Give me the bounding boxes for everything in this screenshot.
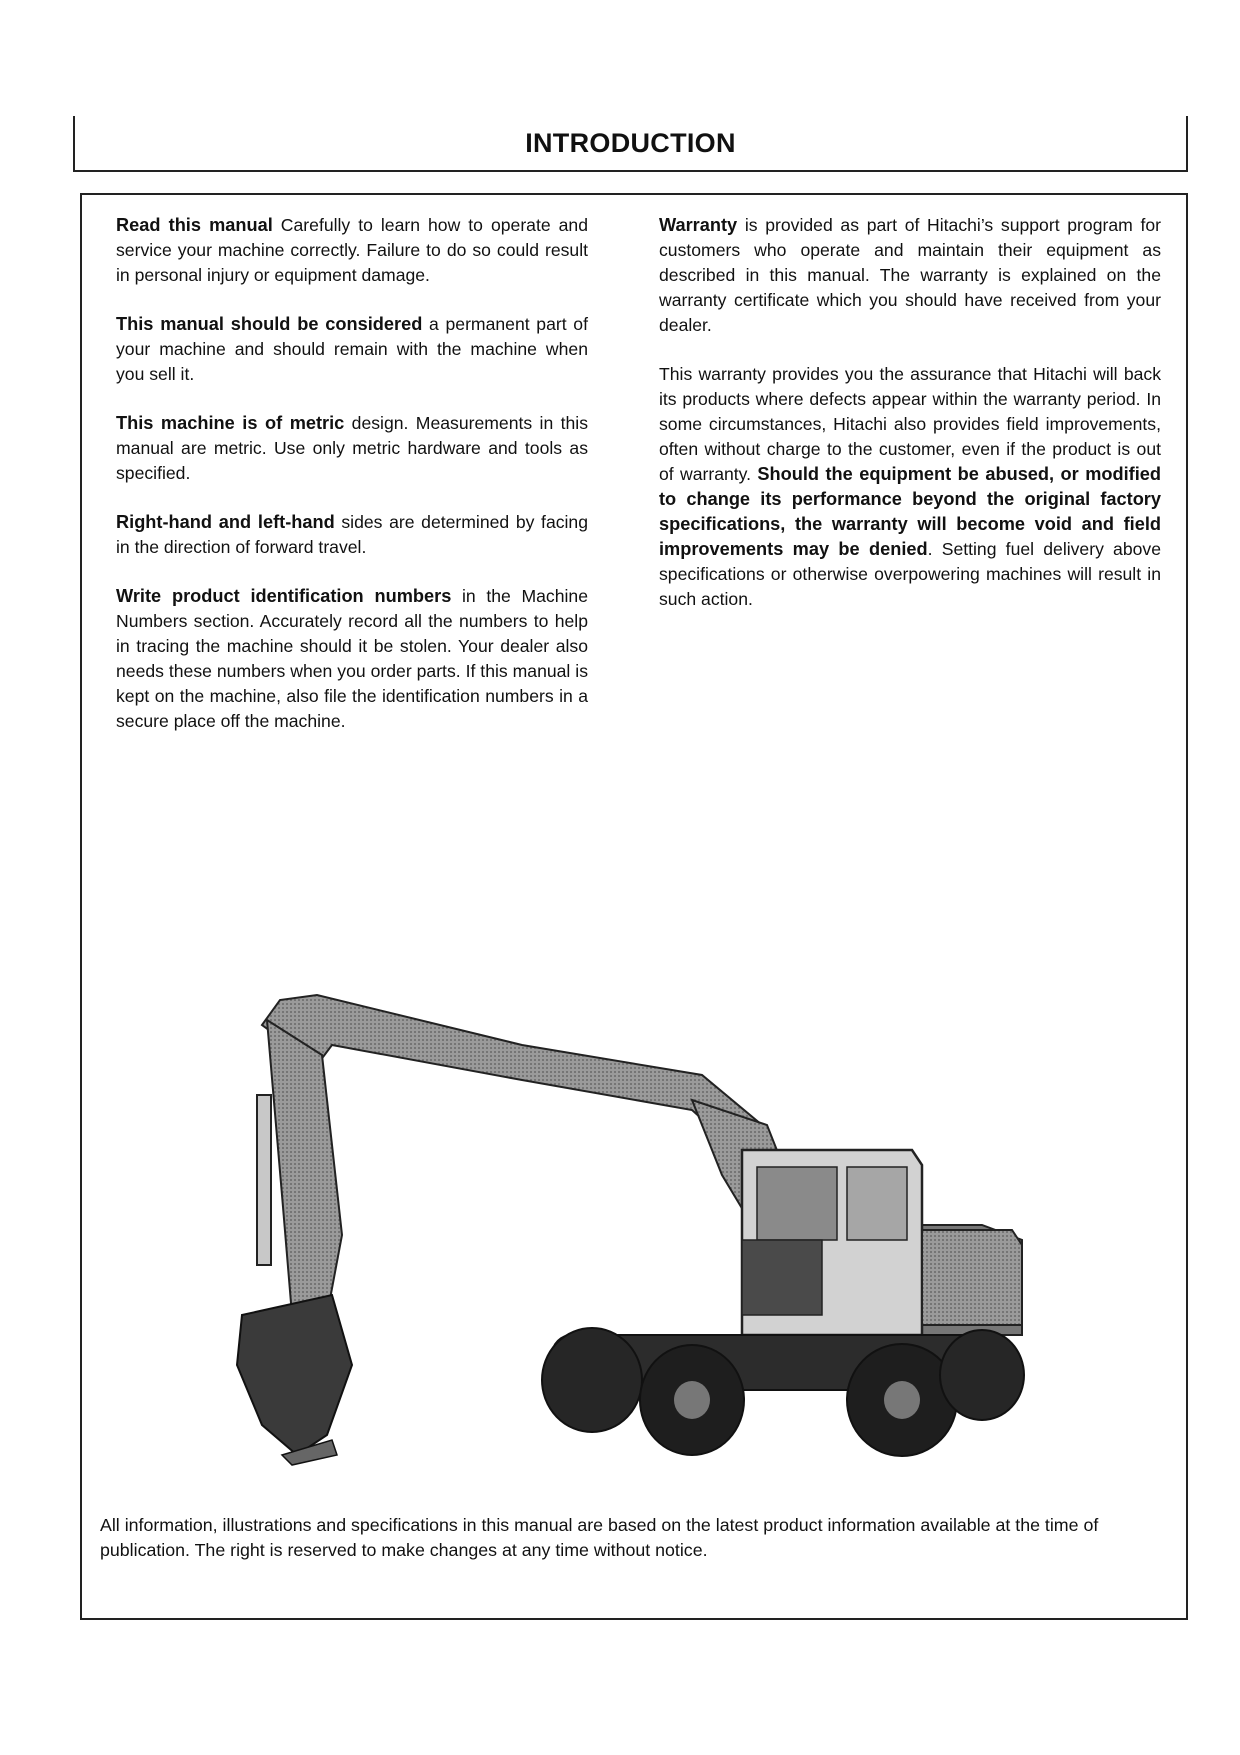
header-box <box>73 116 1188 172</box>
paragraph-text: sides are determined by facing in the direction of forward travel. <box>116 512 589 557</box>
bold-lead: Write product identification numbers <box>116 586 452 606</box>
paragraph-sides <box>116 510 588 560</box>
paragraph-text: design. Measurements in this manual are metric. Use only metric hardware and tools as specified. <box>116 413 588 483</box>
paragraph-text: Carefully to learn how to operate and service your machine correctly. Failure to do so could result in personal injury or equipment damage. <box>116 215 588 285</box>
bold-lead: Warranty <box>659 215 738 235</box>
paragraph-text: a permanent part of your machine and should remain with the machine when you sell it. <box>116 314 588 384</box>
paragraph-text: . Setting fuel delivery above specifications or otherwise overpowering machines will result in such action. <box>659 539 1161 609</box>
right-column <box>659 213 1161 636</box>
bold-lead: This machine is of metric <box>116 413 345 433</box>
paragraph-permanent-part <box>116 312 588 387</box>
paragraph-warranty-assurance <box>659 362 1161 612</box>
paragraph-text: is provided as part of Hitachi’s support program for customers who operate and maintain their equipment as described in this manual. The warranty is explained on the warranty certificate which you should have received from your dealer. <box>659 215 1161 335</box>
paragraph-warranty <box>659 213 1161 338</box>
bold-lead: Read this manual <box>116 215 273 235</box>
paragraph-text: This warranty provides you the assurance that Hitachi will back its products where defects appear within the warranty period. In some circumstances, Hitachi also provides field improvements, often without charge to the customer, even if the product is out of warranty. <box>659 364 1161 484</box>
paragraph-metric-design <box>116 411 588 486</box>
excavator-illustration <box>222 895 1102 1475</box>
paragraph-read-manual <box>116 213 588 288</box>
footer-note: All information, illustrations and specifications in this manual are based on the latest product information available at the time of publication. The right is reserved to make changes at any time without notice. <box>100 1515 1099 1560</box>
bold-warning: Should the equipment be abused, or modified to change its performance beyond the original factory specifications, the warranty will become void and field improvements may be denied <box>659 464 1162 559</box>
content-box <box>80 193 1188 1620</box>
left-column <box>116 213 588 758</box>
bold-lead: This manual should be considered <box>116 314 423 334</box>
paragraph-text: in the Machine Numbers section. Accurately record all the numbers to help in tracing the machine should it be stolen. Your dealer also needs these numbers when you order parts. If this manual is kept on the machine, also file the identification numbers in a secure place off the machine. <box>116 586 588 731</box>
paragraph-identification-numbers <box>116 584 588 734</box>
bold-lead: Right-hand and left-hand <box>116 512 335 532</box>
page-title: INTRODUCTION <box>525 128 736 158</box>
